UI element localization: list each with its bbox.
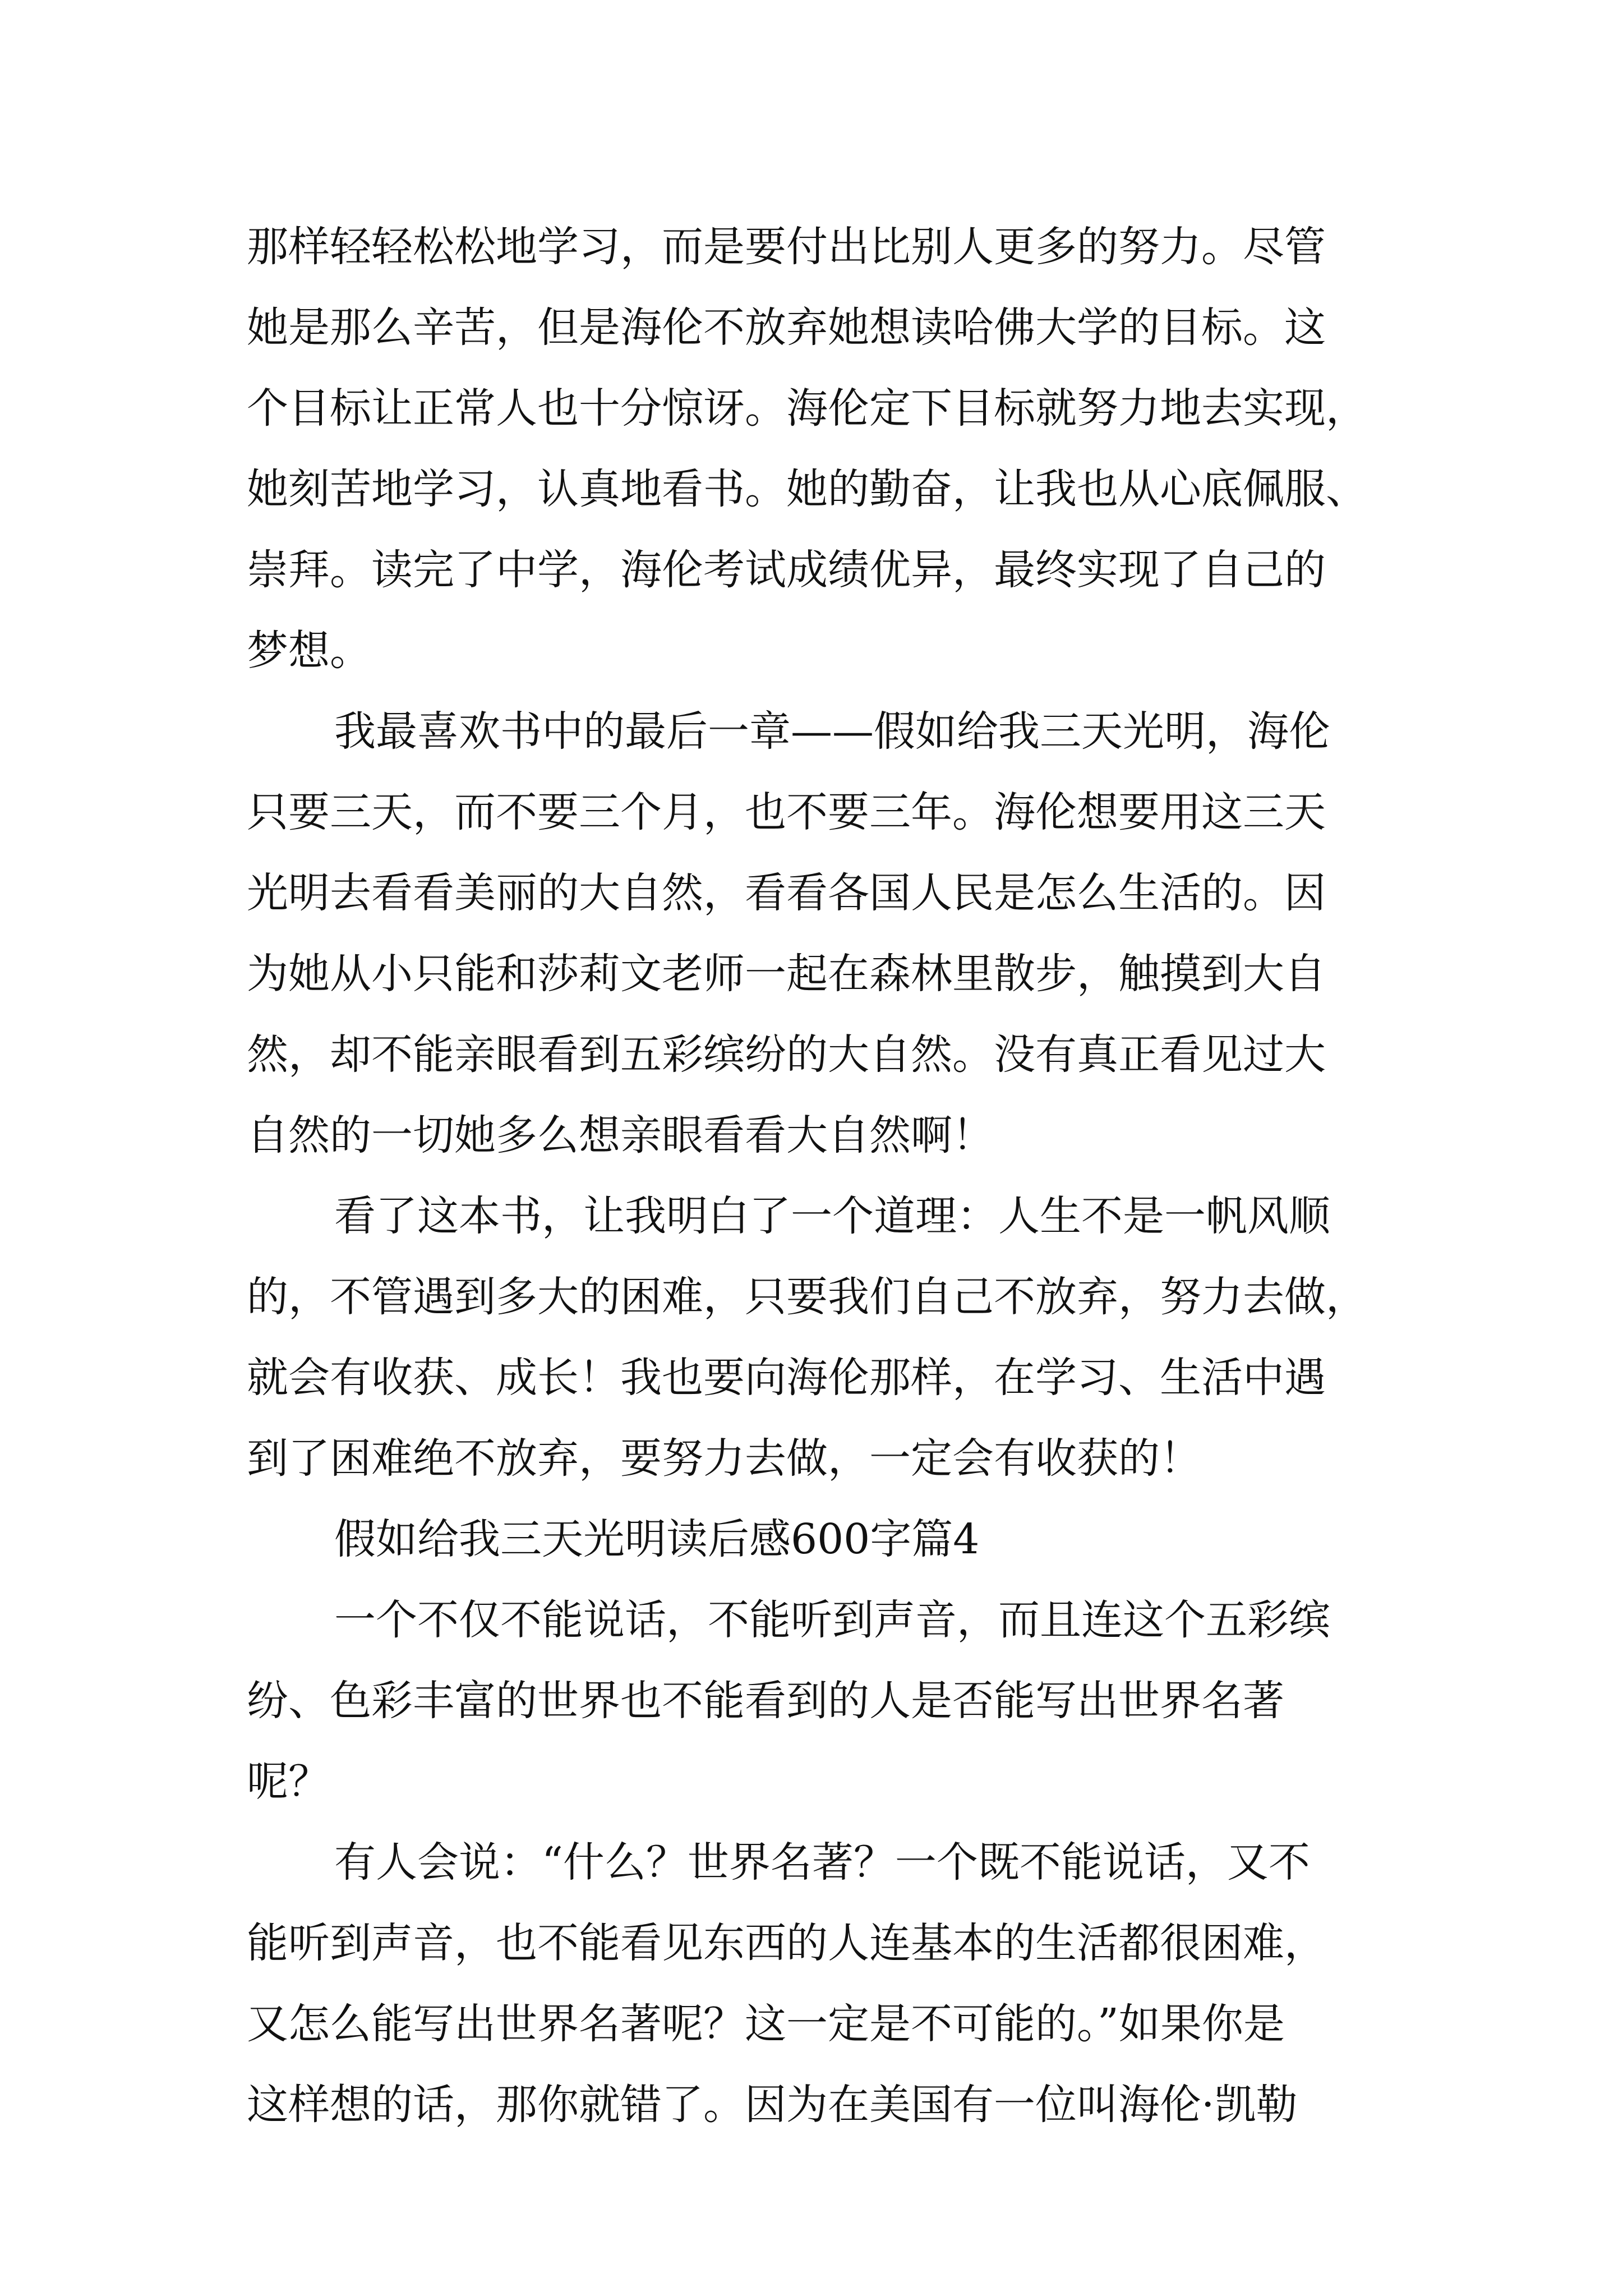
text-line: 呢？ — [247, 1757, 330, 1806]
text-line: 又怎么能写出世界名著呢？这一定是不可能的。”如果你是 — [247, 2000, 1285, 2048]
text-line: 的，不管遇到多大的困难，只要我们自己不放弃，努力去做， — [247, 1273, 1367, 1321]
text-line: 然，却不能亲眼看到五彩缤纷的大自然。没有真正看见过大 — [247, 1030, 1326, 1079]
text-line: 就会有收获、成长！我也要向海伦那样，在学习、生活中遇 — [247, 1354, 1326, 1402]
document-body — [247, 206, 1436, 2145]
paragraph-first-line: 有人会说：“什么？世界名著？一个既不能说话，又不 — [334, 1838, 1310, 1887]
text-line: 这样想的话，那你就错了。因为在美国有一位叫海伦·凯勒 — [247, 2081, 1298, 2129]
text-line: 能听到声音，也不能看见东西的人连基本的生活都很困难， — [247, 1919, 1326, 1967]
text-line: 她是那么辛苦，但是海伦不放弃她想读哈佛大学的目标。这 — [247, 303, 1326, 352]
paragraph-first-line: 看了这本书，让我明白了一个道理：人生不是一帆风顺 — [334, 1192, 1330, 1240]
text-line: 梦想。 — [247, 627, 371, 675]
text-line: 自然的一切她多么想亲眼看看大自然啊！ — [247, 1111, 994, 1159]
text-line: 她刻苦地学习，认真地看书。她的勤奋，让我也从心底佩服、 — [247, 465, 1367, 513]
text-line: 为她从小只能和莎莉文老师一起在森林里散步，触摸到大自 — [247, 950, 1326, 998]
text-line: 只要三天，而不要三个月，也不要三年。海伦想要用这三天 — [247, 788, 1326, 836]
paragraph-first-line: 一个不仅不能说话，不能听到声音，而且连这个五彩缤 — [334, 1596, 1330, 1644]
section-heading: 假如给我三天光明读后感600字篇4 — [334, 1515, 980, 1563]
text-line: 那样轻轻松松地学习，而是要付出比别人更多的努力。尽管 — [247, 223, 1326, 271]
text-line: 纷、色彩丰富的世界也不能看到的人是否能写出世界名著 — [247, 1677, 1284, 1725]
text-line: 崇拜。读完了中学，海伦考试成绩优异，最终实现了自己的 — [247, 546, 1326, 594]
text-line: 个目标让正常人也十分惊讶。海伦定下目标就努力地去实现， — [247, 384, 1367, 432]
text-line: 光明去看看美丽的大自然，看看各国人民是怎么生活的。因 — [247, 869, 1326, 917]
text-line: 到了困难绝不放弃，要努力去做，一定会有收获的！ — [247, 1434, 1201, 1483]
paragraph-first-line: 我最喜欢书中的最后一章——假如给我三天光明，海伦 — [334, 707, 1330, 756]
